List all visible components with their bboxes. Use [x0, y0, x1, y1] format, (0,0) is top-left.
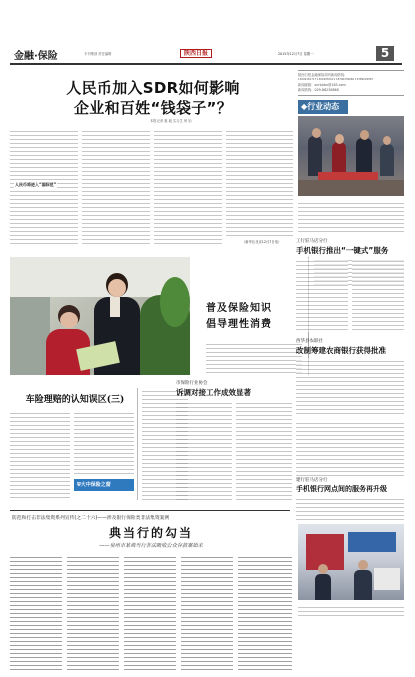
contact-line-1: 陕西日报金融保险周刊新闻热线： — [298, 73, 348, 77]
feature-col-1 — [10, 554, 62, 670]
feature-subtitle: ——泉州市某典当行非法吸收公众存款案始末 — [99, 543, 203, 549]
main-story-title-line1: 人民币加入SDR如何影响 — [66, 79, 240, 97]
shield-icon: ⛨ — [77, 482, 81, 488]
feature-col-4 — [181, 554, 233, 670]
section-title: 金融·保险 — [14, 51, 58, 62]
page-header — [0, 0, 415, 68]
feature-block — [10, 512, 292, 672]
column-title: 车险理赔的认知误区(三) — [25, 395, 125, 405]
diamond-icon: ◆ — [301, 102, 308, 111]
industry-news-heading — [298, 100, 348, 114]
news-item-2-title: 改制筹建农商银行获得批准 — [296, 346, 386, 355]
feature-main-title: 典当行的勾当 — [108, 526, 193, 540]
page-number: 5 — [376, 46, 394, 61]
banner-story-title-1: 普及保险知识 — [206, 303, 272, 314]
masthead-logo: 陕西日报 — [180, 49, 212, 58]
main-story-col2 — [82, 128, 150, 246]
news-item-4-body — [296, 496, 404, 520]
banner-story-body — [206, 341, 302, 373]
date-info: 2015年12月7日 星期一 — [278, 52, 314, 56]
news-item-3 — [176, 380, 292, 504]
column-block — [10, 388, 138, 500]
news-item-3-body-a — [176, 400, 232, 502]
news-item-1-body-a — [296, 258, 348, 332]
news-item-1-title: 手机银行推出“一键式”服务 — [296, 246, 389, 255]
industry-news-photo — [298, 116, 404, 196]
contact-line-4: 新闻热线：029-86238868 — [298, 88, 339, 92]
column-body-a — [10, 410, 70, 498]
bottom-right-photo — [298, 524, 404, 600]
industry-news-caption — [298, 200, 404, 232]
main-story-byline: 本报记者 惠 毅 实习生 何 怡 — [150, 119, 192, 123]
industry-news-heading-text: 行业动态 — [307, 102, 340, 111]
news-item-4-title: 手机银行网点间的服务再升级 — [296, 485, 387, 493]
news-item-3-kicker: 市保险行业协会 — [176, 381, 208, 386]
header-rule — [10, 63, 402, 65]
news-item-1-kicker: 工行驻马店分行 — [296, 239, 328, 244]
banner-story-title-2: 倡导理性消费 — [206, 319, 272, 330]
main-story-source: （新华社北京12月7日电） — [242, 240, 297, 244]
news-item-2-kicker: 西华县农联社 — [296, 339, 323, 344]
bottom-right-caption — [298, 604, 404, 618]
news-item-1 — [296, 238, 404, 334]
right-column-text-b — [296, 420, 404, 476]
main-story-subhead: 人民币将进入“国际范” — [15, 182, 57, 187]
news-item-2 — [296, 338, 404, 416]
contact-box — [298, 70, 404, 96]
news-item-4 — [296, 477, 404, 521]
feature-col-5 — [238, 554, 292, 670]
feature-rule — [10, 510, 290, 511]
column-logo — [74, 479, 134, 491]
feature-series-title: 防范和打击非法集资系列宣传(之二十六)——涉及银行保险类非法集资案例 — [12, 516, 170, 521]
contact-line-2: 13609181717 13649955011 18706239666 15389029955 — [298, 78, 374, 81]
column-body-b — [74, 410, 134, 474]
news-item-3-body-b — [236, 400, 292, 502]
feature-col-3 — [124, 554, 176, 670]
contact-line-3: 新闻邮箱：snrbjrbx@163.com — [298, 83, 346, 87]
feature-col-2 — [67, 554, 119, 670]
banner-photo — [10, 257, 190, 375]
industry-news-block — [298, 100, 404, 234]
column-logo-text: 大中保险之窗 — [80, 482, 111, 488]
main-story-title-line2: 企业和百姓“钱袋子”？ — [73, 99, 233, 117]
header-small-text: 专刊策划 责任编辑 — [84, 52, 112, 56]
news-item-1-body-b — [352, 258, 404, 332]
main-story-col4 — [226, 128, 293, 238]
main-story — [10, 70, 293, 246]
news-item-3-title: 诉调对接工作成效显著 — [176, 388, 251, 397]
news-item-4-kicker: 建行驻马店分行 — [296, 478, 328, 483]
main-story-col3 — [154, 128, 222, 246]
news-item-2-body — [296, 358, 404, 414]
